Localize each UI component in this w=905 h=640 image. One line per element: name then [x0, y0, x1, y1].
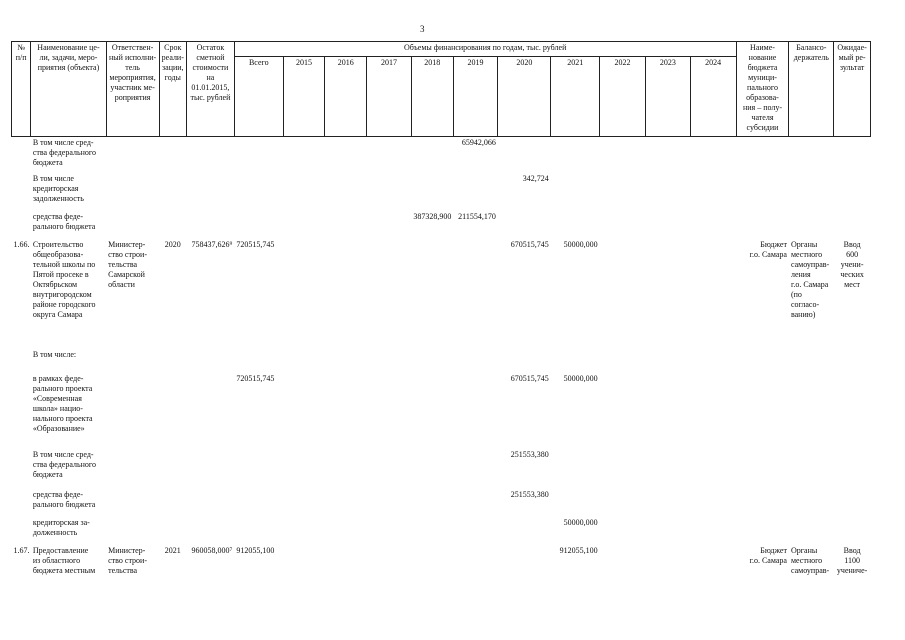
cell-total: [234, 489, 283, 517]
cell-holder: [789, 173, 834, 211]
table-row: [12, 449, 871, 489]
cell-resp: [106, 211, 159, 239]
cell-empty: [325, 211, 367, 239]
cell-empty: [367, 449, 412, 489]
cell-resp: [106, 517, 159, 545]
cell-resp: [106, 373, 159, 449]
cell-holder: [789, 489, 834, 517]
cell-empty: [367, 349, 412, 373]
table-body: [12, 137, 871, 595]
cell-y2018: [411, 173, 453, 211]
cell-y2019: [453, 373, 498, 449]
cell-y2018: [411, 239, 453, 349]
cell-muni: [736, 489, 789, 517]
cell-empty: [600, 449, 646, 489]
cell-holder: [789, 449, 834, 489]
cell-term: 2020: [164, 239, 181, 249]
cell-num: [12, 349, 31, 373]
cell-empty: [283, 173, 325, 211]
table-row: [12, 239, 871, 349]
cell-empty: [325, 173, 367, 211]
cell-empty: [283, 449, 325, 489]
header-volumes: Объемы финансирования по годам, тыс. рублей: [234, 42, 736, 57]
cell-muni: [736, 137, 789, 173]
cell-empty: [325, 137, 367, 173]
cell-y2021: [551, 489, 600, 517]
cell-y2019: [453, 545, 498, 595]
cell-resp: Министер- ство строи- тельства: [108, 545, 147, 575]
cell-y2020: [498, 545, 551, 595]
cell-term: [159, 349, 186, 373]
cell-rest: [187, 489, 235, 517]
cell-y2018: [411, 517, 453, 545]
cell-empty: [325, 517, 367, 545]
cell-muni: [736, 373, 789, 449]
cell-holder: [789, 211, 834, 239]
header-year: 2019: [453, 57, 498, 137]
cell-rest: [187, 517, 235, 545]
cell-empty: [690, 239, 736, 349]
header-holder: Балансо- держатель: [789, 42, 834, 137]
cell-term: [159, 449, 186, 489]
cell-empty: [645, 449, 690, 489]
cell-result: Ввод 1100 учениче-: [836, 545, 868, 575]
cell-name: средства феде- рального бюджета: [32, 489, 96, 509]
header-total: Всего: [234, 57, 283, 137]
cell-total: 912055,100: [236, 545, 275, 555]
cell-result: [834, 489, 871, 517]
cell-empty: [367, 517, 412, 545]
cell-empty: [325, 373, 367, 449]
table-row: [12, 517, 871, 545]
cell-muni: [736, 173, 789, 211]
cell-empty: [690, 211, 736, 239]
cell-name: кредиторская за- долженность: [32, 517, 90, 537]
cell-term: [159, 211, 186, 239]
cell-y2019: [453, 173, 498, 211]
cell-empty: [283, 373, 325, 449]
cell-empty: [283, 489, 325, 517]
cell-empty: [600, 373, 646, 449]
cell-y2021: [551, 449, 600, 489]
financing-table: [11, 41, 871, 595]
cell-empty: [645, 137, 690, 173]
cell-empty: [690, 173, 736, 211]
cell-empty: [600, 211, 646, 239]
cell-name: В том числе:: [32, 349, 77, 359]
header-name: Наименование це- ли, задачи, меро- приятия (объекта): [31, 42, 106, 137]
cell-total: [234, 349, 283, 373]
cell-term: [159, 517, 186, 545]
table-row: [12, 373, 871, 449]
header-year: 2021: [551, 57, 600, 137]
cell-result: [834, 517, 871, 545]
cell-empty: [367, 173, 412, 211]
cell-name: Строительство общеобразова- тельной школы по Пятой просеке в Октябрьском внутригородском районе городского округа Самара: [32, 239, 96, 319]
cell-y2018: [411, 449, 453, 489]
cell-num: [12, 211, 31, 239]
cell-y2018: [411, 373, 453, 449]
cell-muni: [736, 449, 789, 489]
cell-muni: Бюджет г.о. Самара: [749, 239, 787, 259]
cell-y2018: [411, 137, 453, 173]
table-header: [12, 42, 871, 137]
cell-rest: 758437,626⁹: [191, 239, 233, 249]
cell-y2021: 50000,000: [563, 239, 598, 249]
cell-holder: [789, 137, 834, 173]
cell-empty: [367, 137, 412, 173]
cell-y2020: 251553,380: [510, 489, 549, 499]
cell-y2020: 342,724: [522, 173, 549, 183]
cell-y2019: [453, 349, 498, 373]
cell-empty: [600, 349, 646, 373]
cell-term: 2021: [164, 545, 181, 555]
cell-num: [12, 517, 31, 545]
cell-y2021: [551, 173, 600, 211]
cell-y2019: [453, 239, 498, 349]
cell-y2021: 50000,000: [563, 373, 598, 383]
table-row: [12, 211, 871, 239]
cell-y2018: [411, 545, 453, 595]
cell-y2019: [453, 517, 498, 545]
cell-empty: [645, 349, 690, 373]
cell-total: [234, 211, 283, 239]
table-row: [12, 489, 871, 517]
cell-holder: [789, 517, 834, 545]
cell-empty: [645, 173, 690, 211]
cell-resp: [106, 449, 159, 489]
cell-empty: [600, 545, 646, 595]
cell-empty: [690, 449, 736, 489]
cell-empty: [645, 211, 690, 239]
cell-empty: [325, 449, 367, 489]
table-row: [12, 173, 871, 211]
cell-total: [234, 517, 283, 545]
cell-num: [12, 449, 31, 489]
cell-empty: [690, 137, 736, 173]
cell-result: [834, 173, 871, 211]
cell-rest: [187, 349, 235, 373]
cell-empty: [283, 137, 325, 173]
cell-term: [159, 137, 186, 173]
cell-term: [159, 173, 186, 211]
cell-total: [234, 449, 283, 489]
cell-name: Предоставление из областного бюджета местным: [32, 545, 96, 575]
cell-empty: [600, 173, 646, 211]
cell-y2020: [498, 349, 551, 373]
cell-y2020: [498, 211, 551, 239]
header-year: 2024: [690, 57, 736, 137]
cell-empty: [325, 545, 367, 595]
header-year: 2015: [283, 57, 325, 137]
header-year: 2018: [411, 57, 453, 137]
cell-empty: [283, 545, 325, 595]
cell-y2019: [453, 489, 498, 517]
cell-empty: [600, 517, 646, 545]
cell-muni: [736, 211, 789, 239]
header-responsible: Ответствен- ный исполни- тель мероприятия, участник ме- роприятия: [106, 42, 159, 137]
cell-name: в рамках феде- рального проекта «Современная школа» нацио- нального проекта «Образование»: [32, 373, 93, 433]
cell-rest: [187, 449, 235, 489]
cell-y2021: [551, 349, 600, 373]
cell-empty: [600, 239, 646, 349]
cell-empty: [283, 239, 325, 349]
cell-y2020: [498, 517, 551, 545]
cell-empty: [690, 373, 736, 449]
cell-empty: [325, 489, 367, 517]
cell-empty: [367, 373, 412, 449]
cell-y2018: 387328,900: [413, 211, 452, 221]
cell-resp: [106, 349, 159, 373]
cell-num: 1.66.: [13, 239, 30, 249]
cell-rest: [187, 173, 235, 211]
header-year: 2016: [325, 57, 367, 137]
cell-holder: [789, 349, 834, 373]
cell-empty: [645, 545, 690, 595]
cell-empty: [283, 517, 325, 545]
cell-y2020: [498, 137, 551, 173]
cell-num: [12, 373, 31, 449]
cell-resp: [106, 489, 159, 517]
header-year: 2017: [367, 57, 412, 137]
cell-empty: [367, 489, 412, 517]
cell-empty: [283, 211, 325, 239]
cell-num: 1.67.: [13, 545, 30, 555]
cell-name: средства феде- рального бюджета: [32, 211, 96, 231]
cell-empty: [367, 211, 412, 239]
cell-result: Ввод 600 учени- ческих мест: [840, 239, 864, 289]
cell-holder: Органы местного самоуправ- ления г.о. Самара (по согласо- ванию): [790, 239, 830, 319]
cell-empty: [367, 239, 412, 349]
cell-empty: [600, 137, 646, 173]
cell-total: 720515,745: [236, 239, 275, 249]
cell-empty: [690, 489, 736, 517]
cell-num: [12, 489, 31, 517]
cell-result: [834, 349, 871, 373]
header-municipality: Наиме- нование бюджета муници- пального образова- ния – полу- чателя субсидии: [736, 42, 789, 137]
header-year: 2022: [600, 57, 646, 137]
cell-y2021: [551, 137, 600, 173]
cell-holder: Органы местного самоуправ-: [790, 545, 830, 575]
cell-empty: [283, 349, 325, 373]
cell-empty: [645, 489, 690, 517]
cell-name: В том числе сред- ства федерального бюджета: [32, 449, 96, 479]
cell-y2021: [551, 211, 600, 239]
cell-empty: [690, 545, 736, 595]
cell-empty: [325, 349, 367, 373]
cell-result: [834, 211, 871, 239]
header-year: 2023: [645, 57, 690, 137]
header-year: 2020: [498, 57, 551, 137]
cell-total: 720515,745: [236, 373, 275, 383]
page-number: 3: [420, 24, 425, 34]
cell-empty: [325, 239, 367, 349]
header-result: Ожидае- мый ре- зультат: [834, 42, 871, 137]
cell-rest: [187, 211, 235, 239]
cell-name: В том числе сред- ства федерального бюджета: [32, 138, 96, 167]
cell-empty: [690, 349, 736, 373]
cell-y2019: 65942,066: [461, 138, 496, 147]
cell-empty: [600, 489, 646, 517]
cell-y2020: 670515,745: [510, 373, 549, 383]
cell-empty: [645, 373, 690, 449]
cell-empty: [367, 545, 412, 595]
cell-empty: [645, 239, 690, 349]
cell-name: В том числе кредиторская задолженность: [32, 173, 84, 203]
cell-result: [834, 449, 871, 489]
table-row: [12, 349, 871, 373]
cell-y2021: 912055,100: [559, 545, 598, 555]
cell-y2020: 251553,380: [510, 449, 549, 459]
cell-num: [12, 137, 31, 173]
cell-result: [834, 137, 871, 173]
cell-rest: 960058,000⁷: [191, 545, 233, 555]
header-term: Срок реали- зации, годы: [159, 42, 186, 137]
cell-y2018: [411, 489, 453, 517]
cell-empty: [645, 517, 690, 545]
header-rest: Остаток сметной стоимости на 01.01.2015, тыс. рублей: [187, 42, 235, 137]
cell-y2019: 211554,170: [458, 211, 496, 221]
cell-result: [834, 373, 871, 449]
cell-empty: [690, 517, 736, 545]
cell-muni: [736, 517, 789, 545]
cell-total: [234, 137, 283, 173]
cell-num: [12, 173, 31, 211]
cell-resp: Министер- ство строи- тельства Самарской области: [108, 239, 147, 289]
cell-rest: [187, 137, 235, 173]
header-num: № п/п: [12, 42, 31, 137]
cell-muni: Бюджет г.о. Самара: [749, 545, 787, 565]
cell-holder: [789, 373, 834, 449]
cell-y2020: 670515,745: [510, 239, 549, 249]
cell-y2018: [411, 349, 453, 373]
cell-rest: [187, 373, 235, 449]
table-row: [12, 545, 871, 595]
table-row: [12, 137, 871, 173]
cell-term: [159, 373, 186, 449]
cell-resp: [106, 173, 159, 211]
cell-y2019: [453, 449, 498, 489]
cell-y2021: 50000,000: [563, 517, 598, 527]
cell-total: [234, 173, 283, 211]
cell-term: [159, 489, 186, 517]
cell-muni: [736, 349, 789, 373]
cell-resp: [106, 137, 159, 173]
